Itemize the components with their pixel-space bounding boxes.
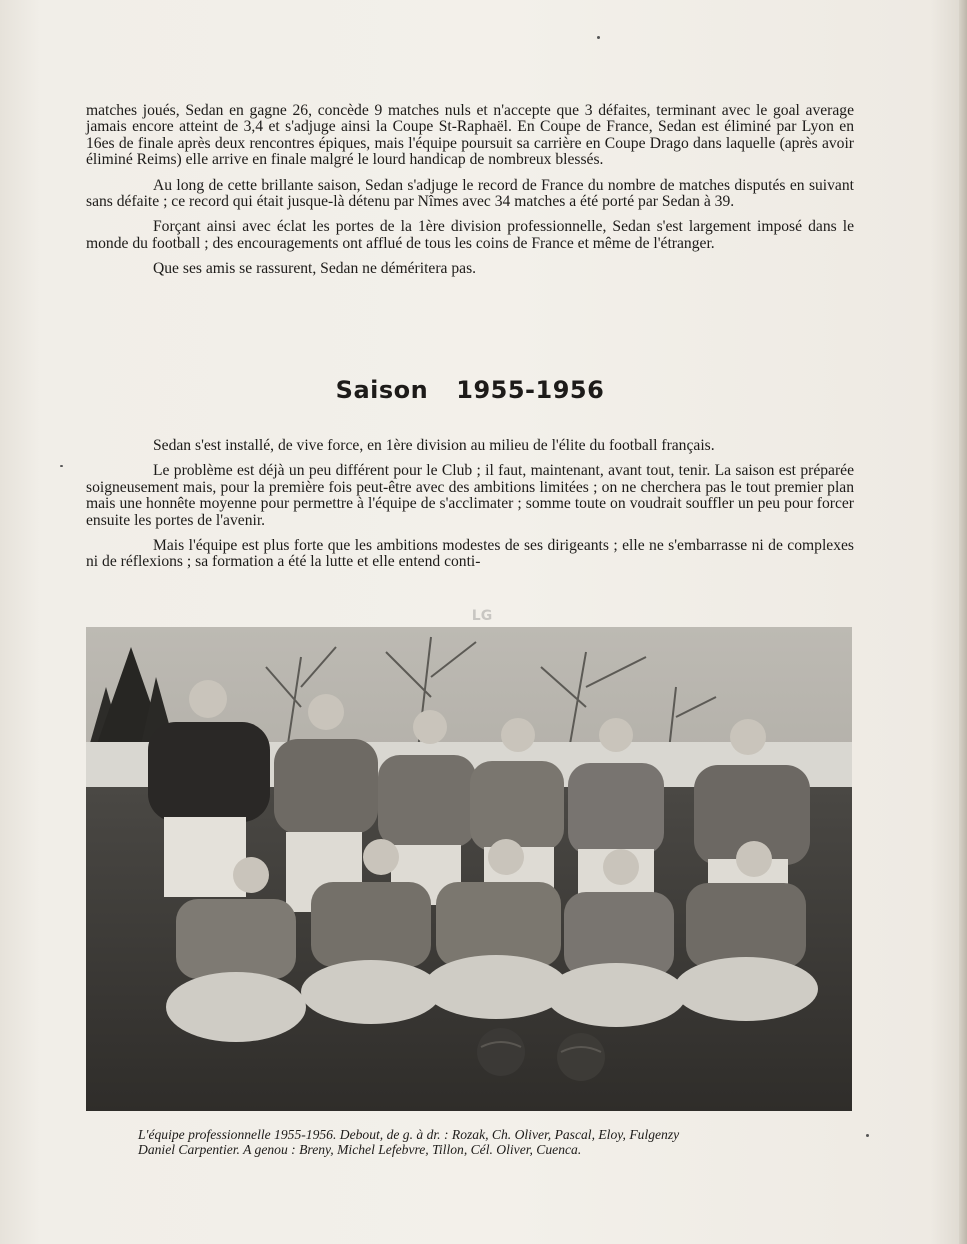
section-heading [86, 376, 854, 404]
paragraph: Le problème est déjà un peu différent pour le Club ; il faut, maintenant, avant tout, tenir. La saison est préparée soigneusement mais, pour la première fois peut-être avec des ambitions limitées ; on ne cherchera pas le tout premier plan mais une honnête moyenne pour permettre à l'équipe de s'acclimater ; somme toute on voudrait souffler un peu pour forcer ensuite les portes de l'avenir. [86, 462, 854, 529]
caption-line: Daniel Carpentier. A genou : Breny, Michel Lefebvre, Tillon, Cél. Oliver, Cuenca. [138, 1141, 582, 1157]
page-binding-edge [959, 0, 967, 1244]
heading-word: Saison [335, 376, 429, 404]
dust-speck [597, 36, 600, 39]
heading-years: 1955-1956 [456, 376, 605, 404]
dust-speck [866, 1134, 869, 1137]
paragraph: matches joués, Sedan en gagne 26, concède 9 matches nuls et n'accepte que 3 défaites, terminant avec le goal average jamais encore atteint de 3,4 et s'adjuge ainsi la Coupe St-Raphaël. En Coupe de France, Sedan est éliminé par Lyon en 16es de finale après deux rencontres épiques, mais l'équipe poursuit sa carrière en Coupe Drago dans laquelle (après avoir éliminé Reims) elle arrive en finale malgré le lourd handicap de nombreux blessés. [86, 102, 854, 169]
watermark-logo: LG [471, 608, 493, 624]
dust-speck [60, 465, 63, 467]
paragraph: Mais l'équipe est plus forte que les ambitions modestes de ses dirigeants ; elle ne s'embarrasse ni de complexes ni de réflexions ; sa formation a été la lutte et elle entend conti- [86, 537, 854, 571]
season-text-block [86, 438, 854, 580]
paragraph: Que ses amis se rassurent, Sedan ne déméritera pas. [153, 260, 477, 278]
caption-line: L'équipe professionnelle 1955-1956. Debout, de g. à dr. : Rozak, Ch. Oliver, Pascal, Eloy, Fulgenzy [138, 1127, 680, 1142]
paragraph: Forçant ainsi avec éclat les portes de la 1ère division professionnelle, Sedan s'est largement imposé dans le monde du football ; des encouragements ont afflué de tous les coins de France et même de l'étranger. [86, 218, 854, 252]
football-ball-right [557, 1033, 605, 1081]
paragraph: Au long de cette brillante saison, Sedan s'adjuge le record de France du nombre de matches disputés en suivant sans défaite ; ce record qui était jusque-là détenu par Nîmes avec 34 matches a été porté par Sedan à 39. [86, 176, 854, 211]
photo-caption [138, 1128, 818, 1157]
paragraph: Sedan s'est installé, de vive force, en 1ère division au milieu de l'élite du football français. [153, 437, 715, 454]
top-text-block [86, 103, 854, 287]
football-ball-left [477, 1028, 525, 1076]
team-photo [86, 627, 852, 1111]
team-photo-illustration [86, 627, 852, 1111]
